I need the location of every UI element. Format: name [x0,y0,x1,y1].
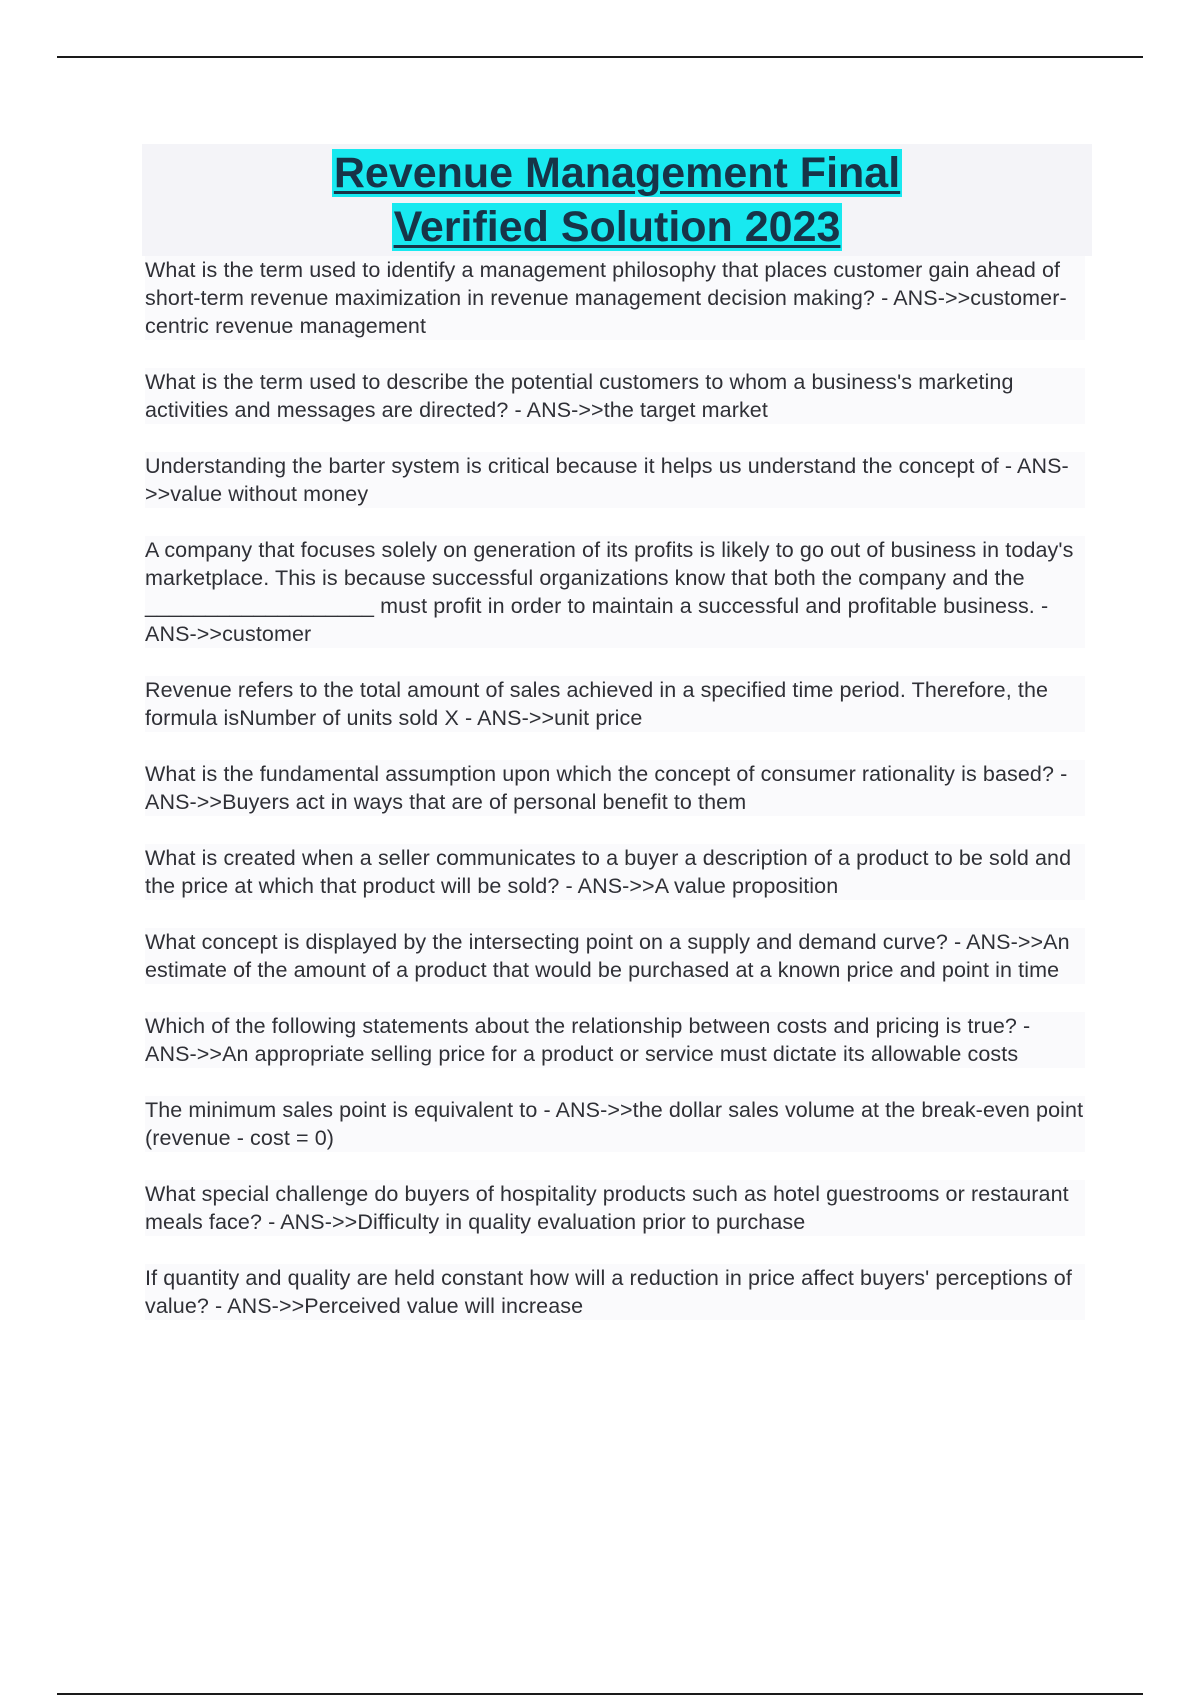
qa-item: Which of the following statements about the relationship between costs and pricing is true? - ANS->>An appropriate selling price for a product or service must dictate its allowable costs [145,1012,1085,1068]
qa-item: Revenue refers to the total amount of sales achieved in a specified time period. Therefore, the formula isNumber of units sold X - ANS->>unit price [145,676,1085,732]
qa-item: The minimum sales point is equivalent to - ANS->>the dollar sales volume at the break-even point (revenue - cost = 0) [145,1098,1084,1150]
qa-item: What is the term used to identify a management philosophy that places customer gain ahead of short-term revenue maximization in revenue management decision making? - ANS->>customer-centric revenue management [145,256,1085,340]
qa-item: What concept is displayed by the intersecting point on a supply and demand curve? - ANS->>An estimate of the amount of a product that would be purchased at a known price and point in time [145,928,1085,984]
title-line-1: Revenue Management Final [333,149,901,197]
document-title [142,146,1092,254]
qa-item: A company that focuses solely on generation of its profits is likely to go out of business in today's marketplace. This is because successful organizations know that both the company and the ___________________ must profit in order to maintain a successful and profitable business. - ANS->>customer [145,536,1085,648]
title-line-2: Verified Solution 2023 [393,203,841,251]
top-rule [57,56,1143,58]
qa-item: What special challenge do buyers of hospitality products such as hotel guestrooms or restaurant meals face? - ANS->>Difficulty in quality evaluation prior to purchase [145,1180,1085,1236]
qa-item: What is the fundamental assumption upon which the concept of consumer rationality is based? - ANS->>Buyers act in ways that are of personal benefit to them [145,760,1085,816]
qa-item: If quantity and quality are held constant how will a reduction in price affect buyers' perceptions of value? - ANS->>Perceived value will increase [145,1264,1085,1320]
qa-item: What is the term used to describe the potential customers to whom a business's marketing activities and messages are directed? - ANS->>the target market [145,368,1085,424]
qa-list [145,256,1085,1348]
qa-item: Understanding the barter system is critical because it helps us understand the concept of - ANS->>value without money [145,452,1085,508]
bottom-rule [57,1693,1143,1695]
qa-item: What is created when a seller communicates to a buyer a description of a product to be sold and the price at which that product will be sold? - ANS->>A value proposition [145,844,1085,900]
